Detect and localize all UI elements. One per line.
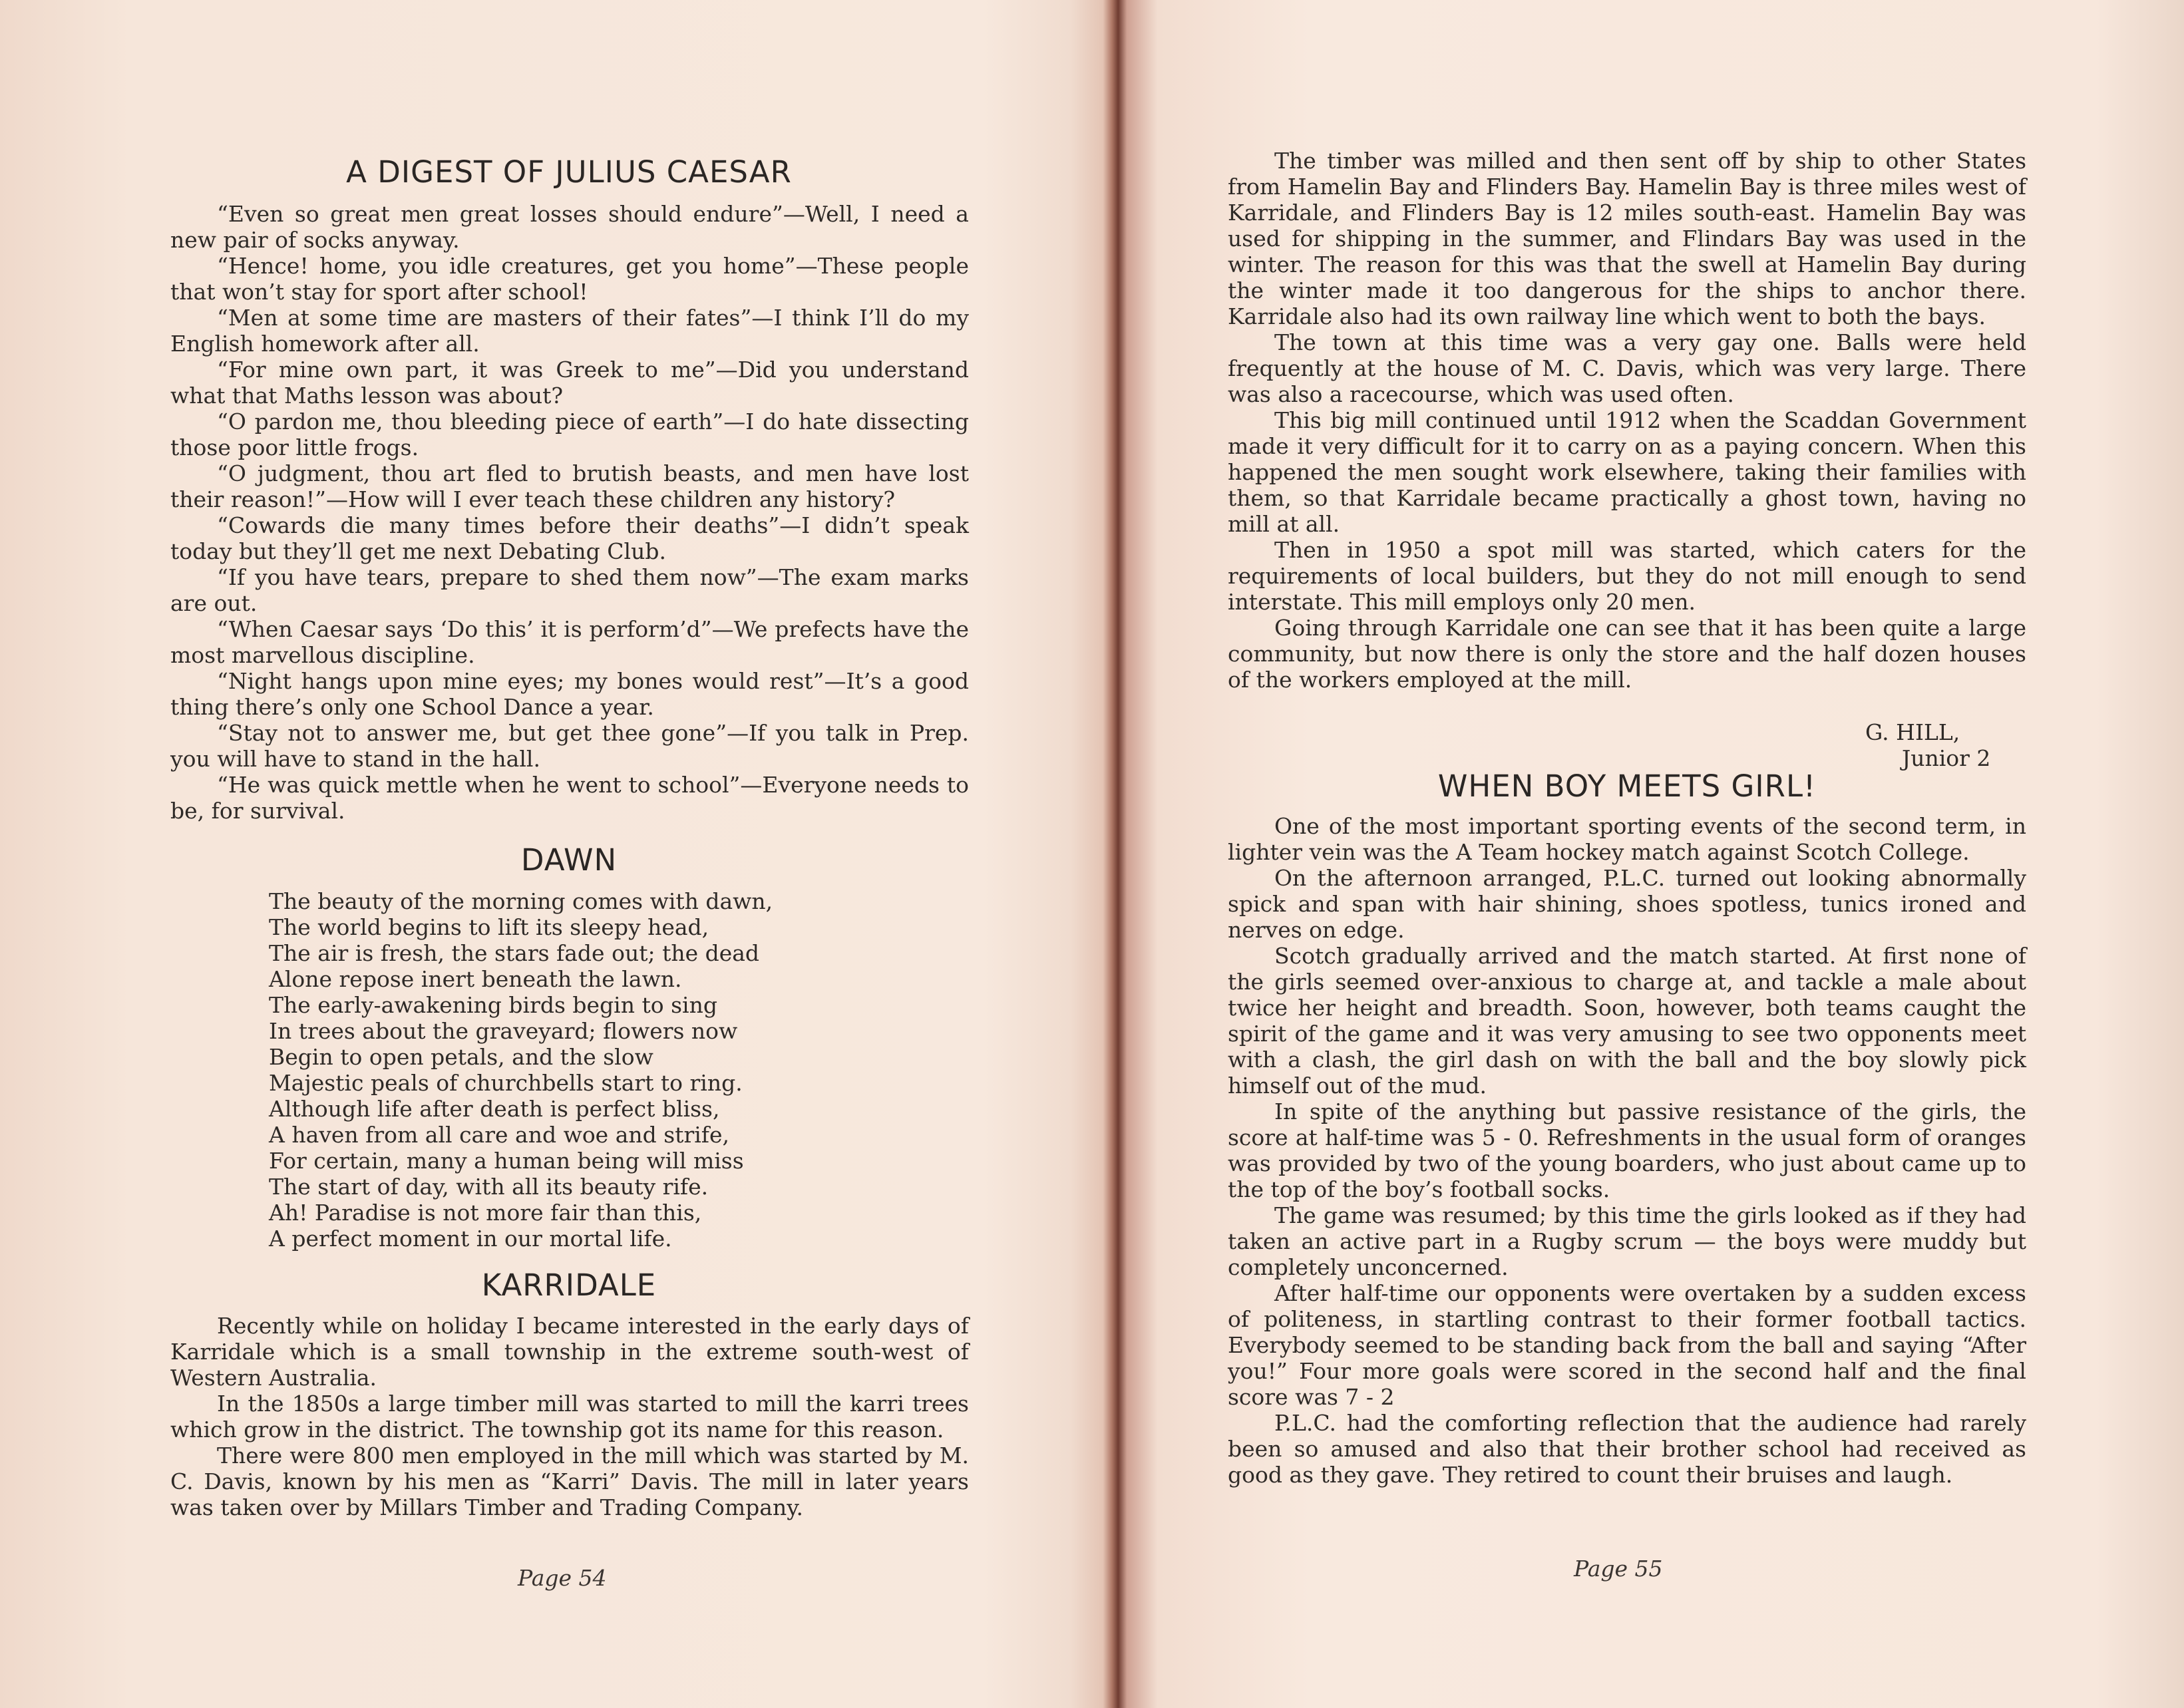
dawn-poem: [269, 888, 773, 1252]
paragraph: “Even so great men great losses should endure”—Well, I need a new pair of socks anyway.: [170, 201, 969, 253]
paragraph: The game was resumed; by this time the girls looked as if they had taken an active part in a Rugby scrum — the boys were muddy but completely unconcerned.: [1228, 1202, 2026, 1280]
author-name: G. HILL,: [1865, 719, 1960, 745]
right-page: [1105, 0, 2184, 1708]
paragraph: This big mill continued until 1912 when the Scaddan Government made it very difficult for it to carry on as a paying concern. When this happened the men sought work elsewhere, taking their families with them, so that Karridale became practically a ghost town, having no mill at all.: [1228, 407, 2026, 537]
karridale-text: [170, 1313, 969, 1520]
page-number: Page 54: [518, 1565, 607, 1591]
author-class: Junior 2: [1902, 745, 1991, 771]
paragraph: “He was quick mettle when he went to school”—Everyone needs to be, for survival.: [170, 772, 969, 824]
paragraph: “Stay not to answer me, but get thee gone”—If you talk in Prep. you will have to stand in the hall.: [170, 720, 969, 772]
paragraph: Recently while on holiday I became interested in the early days of Karridale which is a small township in the extreme south-west of Western Australia.: [170, 1313, 969, 1391]
poem-line: The early-awakening birds begin to sing: [269, 992, 717, 1018]
paragraph: “Men at some time are masters of their fates”—I think I’ll do my English homework after all.: [170, 305, 969, 357]
poem-line: In trees about the graveyard; flowers now: [269, 1018, 738, 1044]
poem-line: The world begins to lift its sleepy head,: [269, 914, 709, 940]
paragraph: P.L.C. had the comforting reflection that the audience had rarely been so amused and also that their brother school had received as good as they gave. They retired to count their bruises and laugh.: [1228, 1410, 2026, 1488]
paragraph: “Cowards die many times before their deaths”—I didn’t speak today but they’ll get me next Debating Club.: [170, 512, 969, 564]
poem-line: The beauty of the morning comes with dawn,: [269, 888, 773, 914]
poem-line: Majestic peals of churchbells start to ring.: [269, 1070, 743, 1096]
paragraph: “For mine own part, it was Greek to me”—Did you understand what that Maths lesson was about?: [170, 357, 969, 409]
paragraph: The town at this time was a very gay one. Balls were held frequently at the house of M. C. Davis, which was very large. There was also a racecourse, which was used often.: [1228, 329, 2026, 407]
paragraph: Then in 1950 a spot mill was started, which caters for the requirements of local builders, but they do not mill enough to send interstate. This mill employs only 20 men.: [1228, 537, 2026, 615]
poem-line: Alone repose inert beneath the lawn.: [269, 966, 682, 992]
paragraph: “Night hangs upon mine eyes; my bones would rest”—It’s a good thing there’s only one School Dance a year.: [170, 668, 969, 720]
paragraph: In the 1850s a large timber mill was started to mill the karri trees which grow in the district. The township got its name for this reason.: [170, 1391, 969, 1443]
paragraph: The timber was milled and then sent off by ship to other States from Hamelin Bay and Flinders Bay. Hamelin Bay is three miles west of Karridale, and Flinders Bay is 12 miles south-east. Hamelin Bay was used for shipping in the summer, and Flindars Bay was used in the winter. The reason for this was that the swell at Hamelin Bay during the winter made it too dangerous for the ships to anchor there. Karridale also had its own railway line which went to both the bays.: [1228, 148, 2026, 329]
paragraph: “If you have tears, prepare to shed them now”—The exam marks are out.: [170, 564, 969, 616]
paragraph: After half-time our opponents were overtaken by a sudden excess of politeness, in startling contrast to their former football tactics. Everybody seemed to be standing back from the ball and saying “After you!” Four more goals were scored in the second half and the final score was 7 - 2: [1228, 1280, 2026, 1410]
boy-meets-girl-heading: WHEN BOY MEETS GIRL!: [1437, 769, 1817, 804]
poem-line: Although life after death is perfect bliss,: [269, 1096, 720, 1122]
poem-line: A haven from all care and woe and strife,: [269, 1122, 730, 1148]
paragraph: “When Caesar says ‘Do this’ it is perform’d”—We prefects have the most marvellous discipline.: [170, 616, 969, 668]
page-number: Page 55: [1574, 1556, 1663, 1582]
paragraph: There were 800 men employed in the mill which was started by M. C. Davis, known by his men as “Karri” Davis. The mill in later years was taken over by Millars Timber and Trading Company.: [170, 1443, 969, 1520]
poem-line: A perfect moment in our mortal life.: [269, 1226, 672, 1252]
poem-line: The air is fresh, the stars fade out; the dead: [269, 940, 760, 966]
paragraph: Scotch gradually arrived and the match started. At first none of the girls seemed over-anxious to charge at, and tackle a male about twice her height and breadth. Soon, however, both teams caught the spirit of the game and it was very amusing to see two opponents meet with a clash, the girl dash on with the ball and the boy slowly pick himself out of the mud.: [1228, 943, 2026, 1099]
poem-line: Ah! Paradise is not more fair than this,: [269, 1200, 702, 1226]
paragraph: In spite of the anything but passive resistance of the girls, the score at half-time was 5 - 0. Refreshments in the usual form of oranges was provided by two of the young boarders, who just about came up to the top of the boy’s football socks.: [1228, 1099, 2026, 1202]
paragraph: “O pardon me, thou bleeding piece of earth”—I do hate dissecting those poor little frogs.: [170, 409, 969, 460]
paragraph: One of the most important sporting events of the second term, in lighter vein was the A Team hockey match against Scotch College.: [1228, 813, 2026, 865]
poem-line: For certain, many a human being will miss: [269, 1148, 744, 1174]
paragraph: “Hence! home, you idle creatures, get you home”—These people that won’t stay for sport after school!: [170, 253, 969, 305]
paragraph: “O judgment, thou art fled to brutish beasts, and men have lost their reason!”—How will I ever teach these children any history?: [170, 460, 969, 512]
paragraph: Going through Karridale one can see that it has been quite a large community, but now there is only the store and the half dozen houses of the workers employed at the mill.: [1228, 615, 2026, 693]
caesar-text: [170, 201, 969, 824]
boy-meets-girl-text: [1228, 813, 2026, 1488]
karridale-heading: KARRIDALE: [481, 1268, 657, 1303]
karridale-continued-text: [1228, 148, 2026, 693]
caesar-heading: A DIGEST OF JULIUS CAESAR: [346, 154, 792, 190]
left-page: [0, 0, 1091, 1708]
poem-line: The start of day, with all its beauty rife.: [269, 1174, 709, 1200]
paragraph: On the afternoon arranged, P.L.C. turned out looking abnormally spick and span with hair shining, shoes spotless, tunics ironed and nerves on edge.: [1228, 865, 2026, 943]
poem-line: Begin to open petals, and the slow: [269, 1044, 653, 1070]
dawn-heading: DAWN: [520, 842, 618, 878]
